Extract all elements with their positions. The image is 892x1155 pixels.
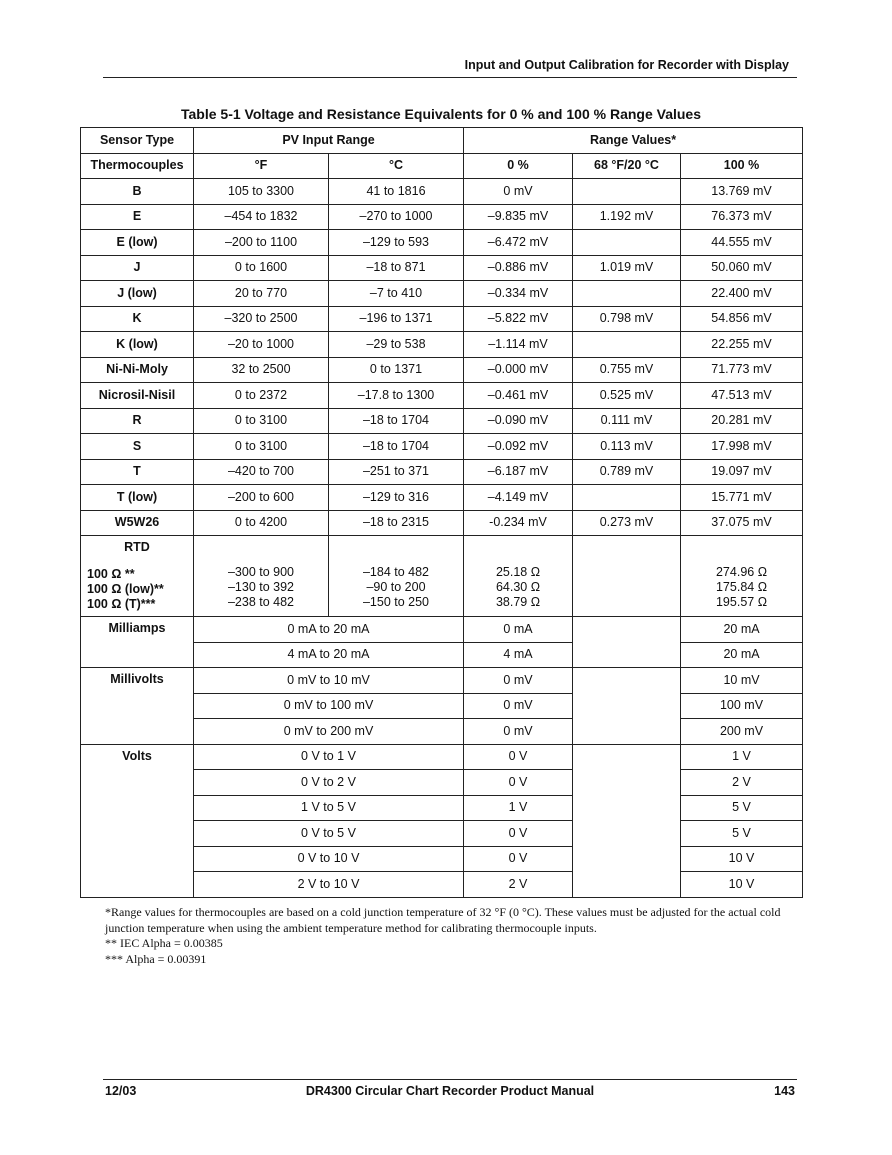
cold-junction-cell: 0.755 mV <box>573 357 681 383</box>
volts-range-cell: 0 V to 10 V <box>194 846 464 872</box>
volts-range-cell: 0 V to 5 V <box>194 821 464 847</box>
rtd-zero-percent-cell-line: 25.18 Ω <box>495 564 541 579</box>
table-row <box>81 459 803 485</box>
rtd-cold-junction-cell <box>573 536 681 617</box>
zero-percent-cell: –0.886 mV <box>464 255 573 281</box>
celsius-range-cell: 0 to 1371 <box>329 357 464 383</box>
volts-label-cell: Volts <box>81 744 194 897</box>
header-pv-input-range: PV Input Range <box>194 128 464 154</box>
hundred-percent-cell: 50.060 mV <box>681 255 803 281</box>
rtd-heading: RTD <box>124 540 150 554</box>
table-row <box>81 332 803 358</box>
zero-percent-cell: –0.090 mV <box>464 408 573 434</box>
header-zero-percent: 0 % <box>464 153 573 179</box>
celsius-range-cell: –129 to 593 <box>329 230 464 256</box>
celsius-range-cell: –18 to 1704 <box>329 408 464 434</box>
volts-range-cell: 0 V to 1 V <box>194 744 464 770</box>
cold-junction-cell: 0.525 mV <box>573 383 681 409</box>
header-hundred-percent: 100 % <box>681 153 803 179</box>
fahrenheit-range-cell: 0 to 1600 <box>194 255 329 281</box>
cold-junction-cell: 0.113 mV <box>573 434 681 460</box>
header-row-2 <box>81 153 803 179</box>
fahrenheit-range-cell: 20 to 770 <box>194 281 329 307</box>
hundred-percent-cell: 19.097 mV <box>681 459 803 485</box>
millivolts-zero-percent-cell: 0 mV <box>464 693 573 719</box>
rtd-zero-percent-cell <box>464 536 573 617</box>
volts-hundred-percent-cell: 10 V <box>681 872 803 898</box>
fahrenheit-range-cell: 0 to 2372 <box>194 383 329 409</box>
millivolts-cold-junction-cell <box>573 668 681 745</box>
zero-percent-cell: –0.461 mV <box>464 383 573 409</box>
sensor-name-cell: W5W26 <box>81 510 194 536</box>
zero-percent-cell: –5.822 mV <box>464 306 573 332</box>
zero-percent-cell: –0.092 mV <box>464 434 573 460</box>
zero-percent-cell: -0.234 mV <box>464 510 573 536</box>
cold-junction-cell <box>573 179 681 205</box>
rtd-celsius-cell-line: –150 to 250 <box>362 594 430 609</box>
cold-junction-cell <box>573 485 681 511</box>
milliamps-range-cell: 0 mA to 20 mA <box>194 617 464 643</box>
table-row <box>81 179 803 205</box>
millivolts-row <box>81 668 803 694</box>
rtd-type-label: 100 Ω (T)*** <box>87 597 156 611</box>
celsius-range-cell: 41 to 1816 <box>329 179 464 205</box>
zero-percent-cell: –4.149 mV <box>464 485 573 511</box>
millivolts-hundred-percent-cell: 200 mV <box>681 719 803 745</box>
fahrenheit-range-cell: 0 to 3100 <box>194 434 329 460</box>
milliamps-hundred-percent-cell: 20 mA <box>681 617 803 643</box>
zero-percent-cell: –0.334 mV <box>464 281 573 307</box>
table-row <box>81 281 803 307</box>
cold-junction-cell: 1.192 mV <box>573 204 681 230</box>
zero-percent-cell: –0.000 mV <box>464 357 573 383</box>
rtd-type-list <box>83 567 191 612</box>
millivolts-range-cell: 0 mV to 100 mV <box>194 693 464 719</box>
fahrenheit-range-cell: 32 to 2500 <box>194 357 329 383</box>
cold-junction-cell: 0.789 mV <box>573 459 681 485</box>
rtd-fahrenheit-cell <box>194 536 329 617</box>
table-row <box>81 434 803 460</box>
celsius-range-cell: –251 to 371 <box>329 459 464 485</box>
hundred-percent-cell: 17.998 mV <box>681 434 803 460</box>
milliamps-zero-percent-cell: 0 mA <box>464 617 573 643</box>
hundred-percent-cell: 47.513 mV <box>681 383 803 409</box>
volts-zero-percent-cell: 1 V <box>464 795 573 821</box>
cold-junction-cell <box>573 230 681 256</box>
hundred-percent-cell: 44.555 mV <box>681 230 803 256</box>
hundred-percent-cell: 37.075 mV <box>681 510 803 536</box>
rtd-row <box>81 536 803 617</box>
range-values-table <box>80 127 803 898</box>
volts-hundred-percent-cell: 2 V <box>681 770 803 796</box>
celsius-range-cell: –18 to 2315 <box>329 510 464 536</box>
sensor-name-cell: S <box>81 434 194 460</box>
sensor-name-cell: R <box>81 408 194 434</box>
celsius-range-cell: –196 to 1371 <box>329 306 464 332</box>
fahrenheit-range-cell: –20 to 1000 <box>194 332 329 358</box>
rtd-zero-percent-cell-line: 64.30 Ω <box>495 579 541 594</box>
milliamps-hundred-percent-cell: 20 mA <box>681 642 803 668</box>
millivolts-zero-percent-cell: 0 mV <box>464 719 573 745</box>
cold-junction-cell <box>573 281 681 307</box>
sensor-name-cell: T (low) <box>81 485 194 511</box>
fahrenheit-range-cell: –320 to 2500 <box>194 306 329 332</box>
table-row <box>81 510 803 536</box>
volts-zero-percent-cell: 0 V <box>464 846 573 872</box>
table-row <box>81 357 803 383</box>
footer-date: 12/03 <box>105 1084 137 1098</box>
table-row <box>81 230 803 256</box>
rtd-celsius-cell-line: –90 to 200 <box>366 579 426 594</box>
table-row <box>81 485 803 511</box>
volts-hundred-percent-cell: 10 V <box>681 846 803 872</box>
hundred-percent-cell: 54.856 mV <box>681 306 803 332</box>
table-row <box>81 383 803 409</box>
milliamps-zero-percent-cell: 4 mA <box>464 642 573 668</box>
footnotes <box>105 905 795 967</box>
fahrenheit-range-cell: 0 to 4200 <box>194 510 329 536</box>
milliamps-row <box>81 617 803 643</box>
table-row <box>81 204 803 230</box>
sensor-name-cell: K (low) <box>81 332 194 358</box>
celsius-range-cell: –7 to 410 <box>329 281 464 307</box>
rtd-type-label: 100 Ω ** <box>87 567 135 581</box>
millivolts-zero-percent-cell: 0 mV <box>464 668 573 694</box>
volts-row <box>81 744 803 770</box>
rtd-hundred-percent-cell-line: 274.96 Ω <box>715 564 768 579</box>
sensor-name-cell: Ni-Ni-Moly <box>81 357 194 383</box>
header-thermocouples: Thermocouples <box>81 153 194 179</box>
hundred-percent-cell: 15.771 mV <box>681 485 803 511</box>
fahrenheit-range-cell: 0 to 3100 <box>194 408 329 434</box>
volts-hundred-percent-cell: 5 V <box>681 795 803 821</box>
sensor-name-cell: J <box>81 255 194 281</box>
sensor-name-cell: E (low) <box>81 230 194 256</box>
volts-hundred-percent-cell: 5 V <box>681 821 803 847</box>
header-range-values: Range Values* <box>464 128 803 154</box>
zero-percent-cell: 0 mV <box>464 179 573 205</box>
volts-zero-percent-cell: 0 V <box>464 770 573 796</box>
volts-range-cell: 1 V to 5 V <box>194 795 464 821</box>
milliamps-range-cell: 4 mA to 20 mA <box>194 642 464 668</box>
cold-junction-cell <box>573 332 681 358</box>
rtd-label-cell <box>81 536 194 617</box>
rtd-hundred-percent-cell <box>681 536 803 617</box>
millivolts-range-cell: 0 mV to 200 mV <box>194 719 464 745</box>
volts-hundred-percent-cell: 1 V <box>681 744 803 770</box>
volts-range-cell: 2 V to 10 V <box>194 872 464 898</box>
hundred-percent-cell: 13.769 mV <box>681 179 803 205</box>
rtd-fahrenheit-cell-line: –238 to 482 <box>227 594 295 609</box>
millivolts-label-cell: Millivolts <box>81 668 194 745</box>
zero-percent-cell: –1.114 mV <box>464 332 573 358</box>
volts-zero-percent-cell: 0 V <box>464 744 573 770</box>
hundred-percent-cell: 76.373 mV <box>681 204 803 230</box>
hundred-percent-cell: 22.400 mV <box>681 281 803 307</box>
millivolts-hundred-percent-cell: 100 mV <box>681 693 803 719</box>
rtd-fahrenheit-cell-line: –130 to 392 <box>227 579 295 594</box>
celsius-range-cell: –129 to 316 <box>329 485 464 511</box>
zero-percent-cell: –9.835 mV <box>464 204 573 230</box>
celsius-range-cell: –29 to 538 <box>329 332 464 358</box>
fahrenheit-range-cell: –454 to 1832 <box>194 204 329 230</box>
celsius-range-cell: –18 to 871 <box>329 255 464 281</box>
footnote-range-values: *Range values for thermocouples are based on a cold junction temperature of 32 °F (0 °C). These values must be adjusted for the actual cold junction temperature when using the ambient temperature method for calibrating thermocouple inputs. <box>105 905 781 935</box>
sensor-name-cell: E <box>81 204 194 230</box>
rtd-celsius-cell-line: –184 to 482 <box>362 564 430 579</box>
header-row-1 <box>81 128 803 154</box>
page-footer <box>103 1079 797 1102</box>
cold-junction-cell: 0.111 mV <box>573 408 681 434</box>
hundred-percent-cell: 71.773 mV <box>681 357 803 383</box>
volts-zero-percent-cell: 2 V <box>464 872 573 898</box>
cold-junction-cell: 0.273 mV <box>573 510 681 536</box>
table-row <box>81 255 803 281</box>
footer-page-number: 143 <box>774 1084 795 1098</box>
header-sensor-type: Sensor Type <box>81 128 194 154</box>
rtd-hundred-percent-cell-line: 195.57 Ω <box>715 594 768 609</box>
fahrenheit-range-cell: –420 to 700 <box>194 459 329 485</box>
sensor-name-cell: K <box>81 306 194 332</box>
celsius-range-cell: –18 to 1704 <box>329 434 464 460</box>
celsius-range-cell: –270 to 1000 <box>329 204 464 230</box>
rtd-zero-percent-cell-line: 38.79 Ω <box>495 594 541 609</box>
milliamps-label-cell: Milliamps <box>81 617 194 668</box>
cold-junction-cell: 0.798 mV <box>573 306 681 332</box>
millivolts-range-cell: 0 mV to 10 mV <box>194 668 464 694</box>
footnote-iec-alpha: ** IEC Alpha = 0.00385 <box>105 936 223 950</box>
cold-junction-cell: 1.019 mV <box>573 255 681 281</box>
header-68f-20c: 68 °F/20 °C <box>573 153 681 179</box>
zero-percent-cell: –6.187 mV <box>464 459 573 485</box>
sensor-name-cell: J (low) <box>81 281 194 307</box>
rtd-hundred-percent-cell-line: 175.84 Ω <box>715 579 768 594</box>
milliamps-cold-junction-cell <box>573 617 681 668</box>
rtd-celsius-cell <box>329 536 464 617</box>
fahrenheit-range-cell: –200 to 1100 <box>194 230 329 256</box>
header-title: Input and Output Calibration for Recorder with Display <box>464 58 789 72</box>
hundred-percent-cell: 22.255 mV <box>681 332 803 358</box>
rtd-fahrenheit-cell-line: –300 to 900 <box>227 564 295 579</box>
rtd-type-label: 100 Ω (low)** <box>87 582 164 596</box>
volts-range-cell: 0 V to 2 V <box>194 770 464 796</box>
sensor-name-cell: T <box>81 459 194 485</box>
footer-title: DR4300 Circular Chart Recorder Product Manual <box>305 1084 595 1098</box>
header-celsius: °C <box>329 153 464 179</box>
footnote-alpha: *** Alpha = 0.00391 <box>105 951 207 966</box>
fahrenheit-range-cell: –200 to 600 <box>194 485 329 511</box>
table-caption: Table 5-1 Voltage and Resistance Equivalents for 0 % and 100 % Range Values <box>181 106 701 122</box>
sensor-name-cell: B <box>81 179 194 205</box>
header-fahrenheit: °F <box>194 153 329 179</box>
table-row <box>81 306 803 332</box>
page-header <box>103 57 797 78</box>
hundred-percent-cell: 20.281 mV <box>681 408 803 434</box>
volts-cold-junction-cell <box>573 744 681 897</box>
volts-zero-percent-cell: 0 V <box>464 821 573 847</box>
millivolts-hundred-percent-cell: 10 mV <box>681 668 803 694</box>
sensor-name-cell: Nicrosil-Nisil <box>81 383 194 409</box>
table-row <box>81 408 803 434</box>
zero-percent-cell: –6.472 mV <box>464 230 573 256</box>
celsius-range-cell: –17.8 to 1300 <box>329 383 464 409</box>
fahrenheit-range-cell: 105 to 3300 <box>194 179 329 205</box>
